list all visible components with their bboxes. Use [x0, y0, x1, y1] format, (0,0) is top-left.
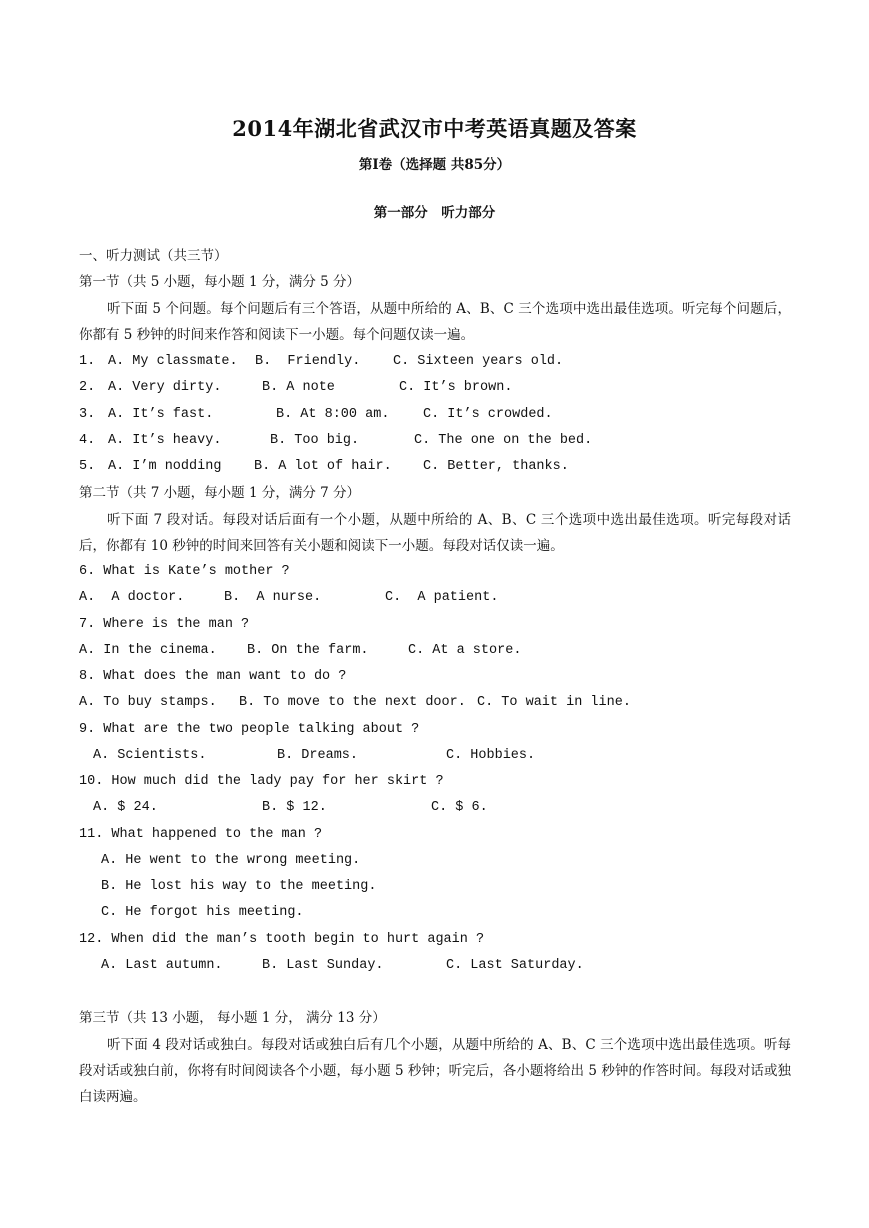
option-b: B. Last Sunday.: [262, 958, 384, 973]
question-text: 7. Where is the man ?: [79, 617, 250, 632]
option-c: C. It’s crowded.: [423, 407, 553, 422]
part-heading: 第一部分 听力部分: [373, 205, 496, 221]
option-c: C. A patient.: [385, 590, 499, 605]
option-c: C. He forgot his meeting.: [101, 905, 304, 920]
question-number: 1.: [79, 354, 96, 369]
option-a: A. It’s fast.: [108, 407, 214, 422]
option-a: A. To buy stamps.: [79, 695, 217, 710]
section1-instructions: 听下面 5 个问题。每个问题后有三个答语，从题中所给的 A、B、C 三个选项中选出最佳选项。听完每个问题后，你都有 5 秒钟的时间来作答和阅读下一小题。每个问题仅读一遍。: [79, 301, 791, 343]
option-b: B. A lot of hair.: [254, 459, 392, 474]
option-a: A. A doctor.: [79, 590, 185, 605]
question-number: 5.: [79, 459, 96, 474]
exam-subtitle: 第Ⅰ卷（选择题 共85分）: [358, 157, 511, 173]
question-number: 4.: [79, 433, 96, 448]
option-b: B. A note: [262, 380, 335, 395]
option-a: A. He went to the wrong meeting.: [101, 853, 361, 868]
option-a: A. I’m nodding: [108, 459, 222, 474]
option-c: C. To wait in line.: [477, 695, 631, 710]
option-a: A. Scientists.: [93, 748, 207, 763]
option-a: A. In the cinema.: [79, 643, 217, 658]
page-title: 2014年湖北省武汉市中考英语真题及答案: [232, 116, 637, 141]
option-b: B. $ 12.: [262, 800, 327, 815]
option-b: B. He lost his way to the meeting.: [101, 879, 377, 894]
question-number: 2.: [79, 380, 96, 395]
option-a: A. It’s heavy.: [108, 433, 222, 448]
option-c: C. It’s brown.: [399, 380, 513, 395]
option-b: B. On the farm.: [247, 643, 369, 658]
option-c: C. Better, thanks.: [423, 459, 569, 474]
section2-instructions: 听下面 7 段对话。每段对话后面有一个小题，从题中所给的 A、B、C 三个选项中选出最佳选项。听完每段对话后，你都有 10 秒钟的时间来回答有关小题和阅读下一小题。每段对话仅读一遍。: [79, 512, 791, 554]
option-b: B. Too big.: [270, 433, 360, 448]
option-a: A. $ 24.: [93, 800, 158, 815]
option-c: C. Last Saturday.: [446, 958, 584, 973]
section1-subheading: 第一节（共 5 小题，每小题 1 分，满分 5 分）: [79, 274, 361, 290]
section-heading: 一、听力测试（共三节）: [79, 248, 228, 264]
question-text: 8. What does the man want to do ?: [79, 669, 347, 684]
question-text: 6. What is Kate’s mother ?: [79, 564, 290, 579]
section3-instructions: 听下面 4 段对话或独白。每段对话或独白后有几个小题，从题中所给的 A、B、C 三个选项中选出最佳选项。听每段对话或独白前，你将有时间阅读各个小题，每小题 5 秒钟；听完后，各小题将给出 5 秒钟的作答时间。每段对话或独白读两遍。: [79, 1037, 791, 1105]
option-c: C. Sixteen years old.: [393, 354, 564, 369]
section2-subheading: 第二节（共 7 小题，每小题 1 分，满分 7 分）: [79, 485, 361, 501]
option-c: C. $ 6.: [431, 800, 488, 815]
option-b: B. To move to the next door.: [239, 695, 466, 710]
option-b: B. A nurse.: [224, 590, 322, 605]
question-text: 11. What happened to the man ?: [79, 827, 323, 842]
option-a: A. Last autumn.: [101, 958, 223, 973]
option-c: C. Hobbies.: [446, 748, 536, 763]
option-a: A. My classmate.: [108, 354, 238, 369]
option-c: C. The one on the bed.: [414, 433, 593, 448]
option-a: A. Very dirty.: [108, 380, 222, 395]
question-text: 9. What are the two people talking about ?: [79, 722, 420, 737]
question-text: 12. When did the man’s tooth begin to hurt again ?: [79, 932, 485, 947]
option-b: B. Dreams.: [277, 748, 359, 763]
option-b: B. Friendly.: [255, 354, 361, 369]
option-c: C. At a store.: [408, 643, 522, 658]
question-number: 3.: [79, 407, 96, 422]
question-text: 10. How much did the lady pay for her skirt ?: [79, 774, 444, 789]
option-b: B. At 8:00 am.: [276, 407, 390, 422]
section3-subheading: 第三节（共 13 小题， 每小题 1 分， 满分 13 分）: [79, 1010, 386, 1026]
